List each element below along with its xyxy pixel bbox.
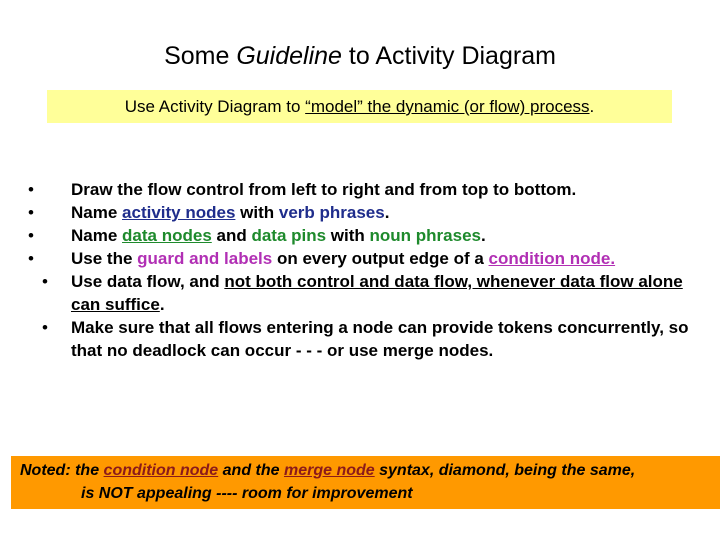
note-box <box>11 456 720 509</box>
note-text: syntax, diamond, being the same, <box>374 462 636 479</box>
bullet-3-text: and <box>211 226 252 245</box>
title-part2: to Activity Diagram <box>341 42 556 70</box>
note-merge-node: merge node <box>283 462 375 479</box>
bullet-5-text: . <box>159 295 165 314</box>
note-text: and the <box>218 462 284 479</box>
note-condition-node: condition node <box>103 462 219 479</box>
bullet-4-text: Use the <box>71 249 138 268</box>
intro-underlined: “model” the dynamic (or flow) process <box>305 97 590 116</box>
note-line-2: is NOT appealing ---- room for improvement <box>81 485 413 502</box>
bullet-2-text: Name <box>71 203 123 222</box>
guard-labels-term: guard and labels <box>137 249 273 268</box>
bullet-1-text: Draw the flow control from left to right and from top to bottom. <box>71 180 577 199</box>
bullet-3-text: with <box>326 226 370 245</box>
title-emphasis: Guideline <box>236 42 342 70</box>
bullet-4-text: on every output edge of a <box>272 249 489 268</box>
bullet-3-text: Name <box>71 226 123 245</box>
list-item <box>28 224 698 247</box>
title-part1: Some <box>164 42 237 70</box>
list-item <box>28 178 698 201</box>
intro-prefix: Use Activity Diagram to <box>124 97 306 116</box>
bullet-5-text: Use data flow, and <box>71 272 225 291</box>
intro-box <box>47 90 672 123</box>
noun-phrases-term: noun phrases <box>369 226 481 245</box>
slide-title <box>0 40 720 72</box>
list-item <box>28 201 698 224</box>
intro-suffix: . <box>589 97 595 116</box>
list-item <box>42 316 698 362</box>
condition-node-term: condition node. <box>488 249 616 268</box>
list-item <box>42 270 698 316</box>
verb-phrases-term: verb phrases <box>278 203 385 222</box>
list-item <box>28 247 698 270</box>
bullet-6-text: Make sure that all flows entering a node can provide tokens concurrently, so that no deadlock can occur - - - or use merge nodes. <box>71 318 689 360</box>
data-nodes-term: data nodes <box>122 226 212 245</box>
bullet-2-text: with <box>235 203 279 222</box>
note-line-1 <box>20 459 635 482</box>
guideline-list <box>28 178 698 362</box>
data-flow-emphasis: not both control and data flow, whenever data flow alone can suffice <box>71 272 683 314</box>
bullet-3-text: . <box>481 226 486 245</box>
data-pins-term: data pins <box>251 226 327 245</box>
activity-nodes-term: activity nodes <box>122 203 236 222</box>
note-text: Noted: the <box>20 462 104 479</box>
bullet-2-text: . <box>384 203 390 222</box>
